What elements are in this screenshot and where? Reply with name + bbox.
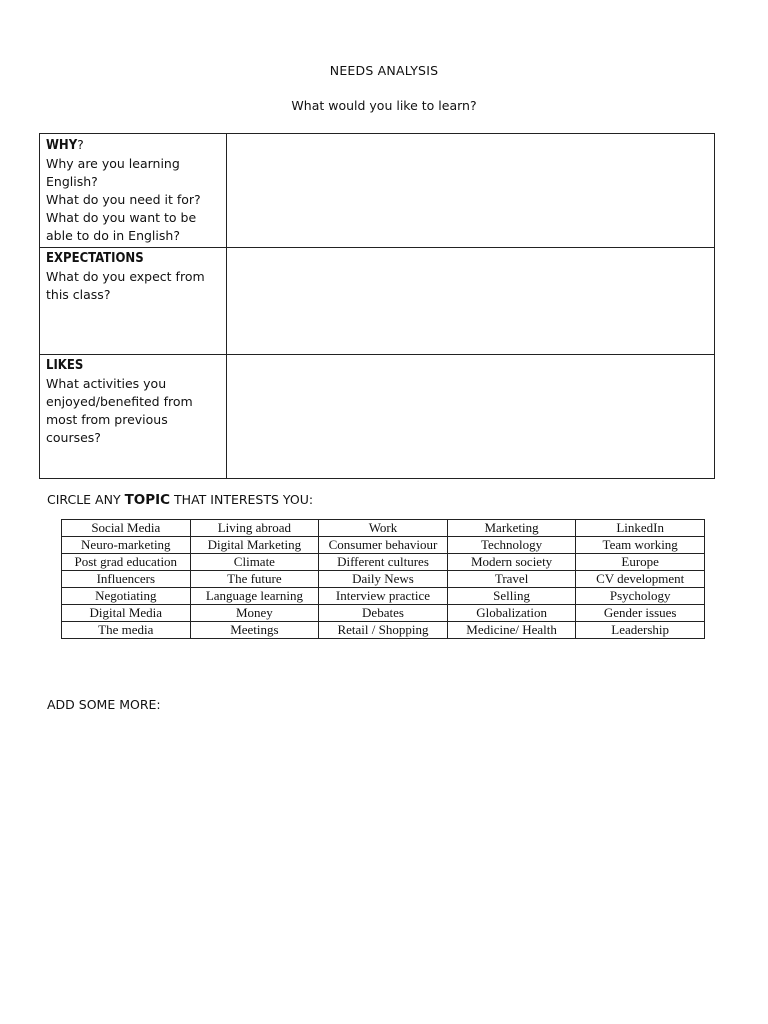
topic-cell[interactable]: Team working	[576, 537, 705, 554]
why-question-line: English?	[46, 174, 98, 189]
topic-cell[interactable]: Meetings	[190, 622, 319, 639]
expectations-question-line: this class?	[46, 287, 111, 302]
expectations-question-line: What do you expect from	[46, 269, 205, 284]
why-answer-cell[interactable]	[227, 134, 715, 248]
topic-cell[interactable]: CV development	[576, 571, 705, 588]
topics-row	[62, 605, 705, 622]
topic-cell[interactable]: Climate	[190, 554, 319, 571]
document-title: NEEDS ANALYSIS	[329, 63, 439, 78]
topics-row	[62, 588, 705, 605]
topic-cell[interactable]: Negotiating	[62, 588, 191, 605]
topic-cell[interactable]: The media	[62, 622, 191, 639]
topic-cell[interactable]: Interview practice	[319, 588, 448, 605]
topic-cell[interactable]: Modern society	[447, 554, 576, 571]
topic-cell[interactable]: Influencers	[62, 571, 191, 588]
analysis-row-expectations	[40, 248, 715, 355]
topics-row	[62, 622, 705, 639]
likes-question-line: courses?	[46, 430, 101, 445]
topic-cell[interactable]: Daily News	[319, 571, 448, 588]
topic-cell[interactable]: Psychology	[576, 588, 705, 605]
topic-cell[interactable]: Medicine/ Health	[447, 622, 576, 639]
topic-cell[interactable]: Living abroad	[190, 520, 319, 537]
topic-cell[interactable]: Different cultures	[319, 554, 448, 571]
topic-cell[interactable]: Work	[319, 520, 448, 537]
topic-cell[interactable]: Marketing	[447, 520, 576, 537]
likes-heading: LIKES	[46, 358, 84, 373]
expectations-heading: EXPECTATIONS	[46, 251, 144, 266]
topic-cell[interactable]: LinkedIn	[576, 520, 705, 537]
topic-cell[interactable]: Technology	[447, 537, 576, 554]
topic-cell[interactable]: The future	[190, 571, 319, 588]
analysis-row-likes	[40, 355, 715, 479]
topic-cell[interactable]: Consumer behaviour	[319, 537, 448, 554]
likes-question-line: What activities you	[46, 376, 167, 391]
topics-row	[62, 571, 705, 588]
needs-analysis-table	[39, 133, 715, 479]
topics-row	[62, 520, 705, 537]
analysis-row-why	[40, 134, 715, 248]
topic-cell[interactable]: Debates	[319, 605, 448, 622]
likes-question-line: enjoyed/benefited from	[46, 394, 193, 409]
topics-instruction-after: THAT INTERESTS YOU:	[170, 492, 314, 507]
topic-cell[interactable]: Money	[190, 605, 319, 622]
expectations-answer-cell[interactable]	[227, 248, 715, 355]
topics-instruction	[47, 492, 313, 508]
document-subtitle: What would you like to learn?	[291, 98, 477, 113]
topic-cell[interactable]: Neuro-marketing	[62, 537, 191, 554]
topic-cell[interactable]: Globalization	[447, 605, 576, 622]
topic-cell[interactable]: Europe	[576, 554, 705, 571]
why-question-line: What do you want to be	[46, 210, 197, 225]
topic-cell[interactable]: Digital Marketing	[190, 537, 319, 554]
likes-answer-cell[interactable]	[227, 355, 715, 479]
expectations-label-cell	[40, 248, 227, 355]
topics-row	[62, 537, 705, 554]
topic-cell[interactable]: Gender issues	[576, 605, 705, 622]
why-label-cell	[40, 134, 227, 248]
topics-table	[61, 519, 705, 639]
topic-cell[interactable]: Digital Media	[62, 605, 191, 622]
topic-cell[interactable]: Travel	[447, 571, 576, 588]
topic-cell[interactable]: Selling	[447, 588, 576, 605]
add-more-label: ADD SOME MORE:	[47, 697, 161, 712]
topic-cell[interactable]: Social Media	[62, 520, 191, 537]
likes-question-line: most from previous	[46, 412, 168, 427]
topic-cell[interactable]: Post grad education	[62, 554, 191, 571]
why-question-line: Why are you learning	[46, 156, 180, 171]
topics-instruction-emphasis: TOPIC	[124, 492, 171, 508]
why-heading-suffix: ?	[77, 137, 84, 152]
topic-cell[interactable]: Language learning	[190, 588, 319, 605]
why-question-line: able to do in English?	[46, 228, 180, 243]
topics-instruction-before: CIRCLE ANY	[47, 492, 125, 507]
topics-row	[62, 554, 705, 571]
likes-label-cell	[40, 355, 227, 479]
topic-cell[interactable]: Leadership	[576, 622, 705, 639]
topic-cell[interactable]: Retail / Shopping	[319, 622, 448, 639]
why-heading: WHY	[46, 138, 78, 153]
why-question-line: What do you need it for?	[46, 192, 201, 207]
